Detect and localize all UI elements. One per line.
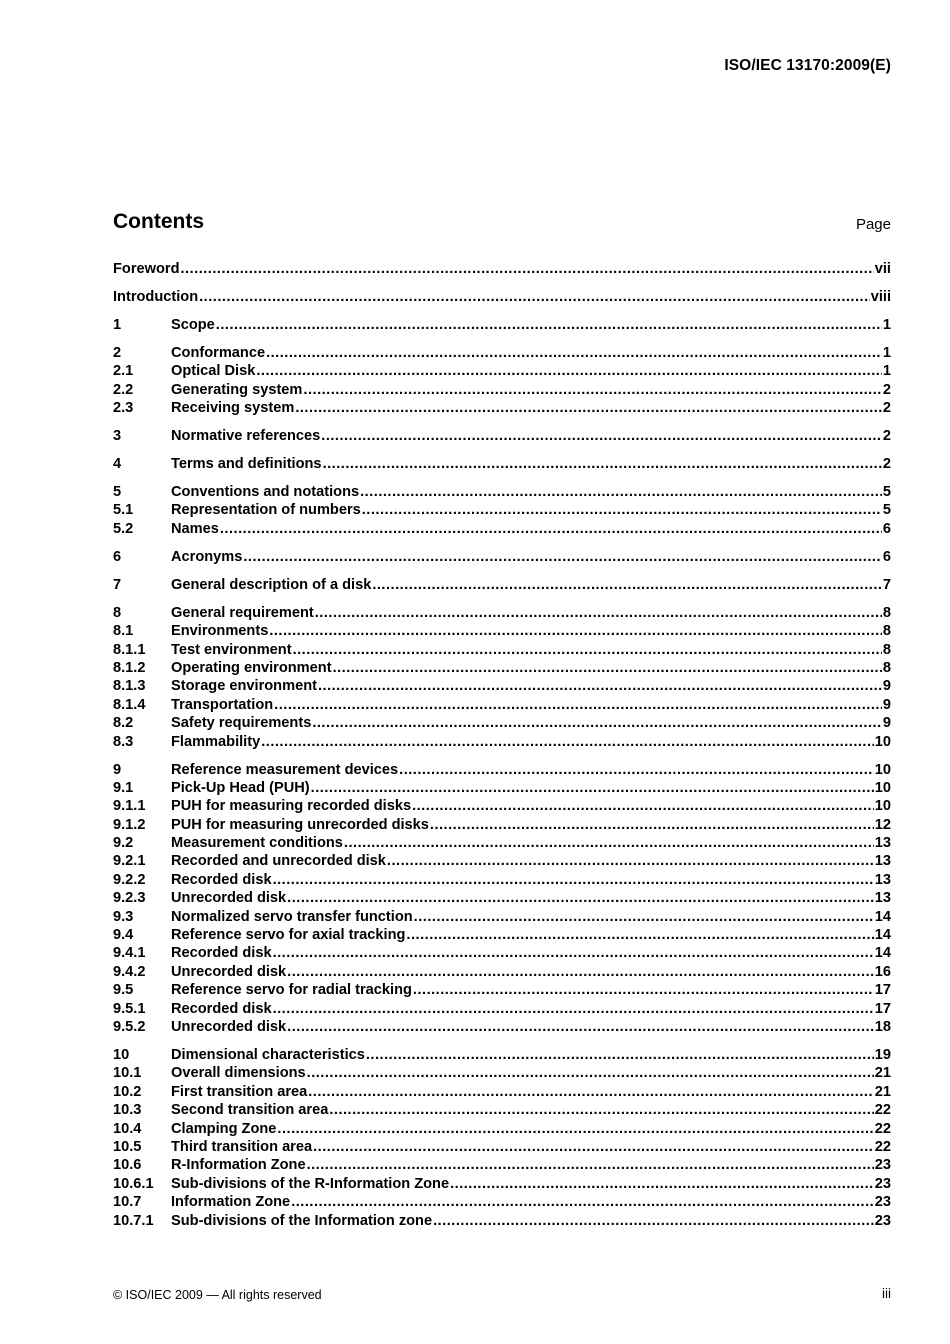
toc-entry[interactable] xyxy=(113,779,891,797)
toc-dot-leader xyxy=(414,908,874,926)
page-column-label: Page xyxy=(855,216,891,233)
toc-entry-title[interactable]: Sub-divisions of the R-Information Zone xyxy=(171,1175,450,1192)
toc-entry-number: 9.2.3 xyxy=(113,890,146,907)
toc-entry-title[interactable]: General requirement xyxy=(171,604,314,621)
toc-entry-page: 21 xyxy=(874,1065,891,1082)
toc-entry-number: 2.3 xyxy=(113,400,134,417)
toc-entry-number: 9.4 xyxy=(113,927,134,944)
table-of-contents xyxy=(113,260,891,1230)
toc-entry[interactable] xyxy=(113,288,891,306)
toc-entry-page: 8 xyxy=(882,604,891,621)
toc-entry[interactable] xyxy=(113,1046,891,1064)
toc-entry-title[interactable]: Safety requirements xyxy=(171,715,312,732)
toc-entry-title[interactable]: Conventions and notations xyxy=(171,484,360,501)
toc-entry-number: 10.6.1 xyxy=(113,1175,154,1192)
toc-entry[interactable] xyxy=(113,604,891,622)
toc-entry-title[interactable]: Acronyms xyxy=(171,548,243,565)
toc-entry-page: 5 xyxy=(882,502,891,519)
toc-dot-leader xyxy=(303,381,881,399)
toc-entry[interactable] xyxy=(113,852,891,870)
toc-dot-leader xyxy=(366,1046,874,1064)
toc-entry-number: 8.1.3 xyxy=(113,678,146,695)
toc-entry-page: 2 xyxy=(882,428,891,445)
toc-dot-leader xyxy=(243,548,882,566)
toc-entry-number: 10.6 xyxy=(113,1157,142,1174)
toc-dot-leader xyxy=(308,1083,874,1101)
toc-entry-title[interactable]: Test environment xyxy=(171,641,292,658)
toc-entry-number: 10.7.1 xyxy=(113,1212,154,1229)
toc-entry-title[interactable]: Conformance xyxy=(171,344,266,361)
toc-entry[interactable] xyxy=(113,316,891,334)
toc-entry-number: 10.1 xyxy=(113,1065,142,1082)
toc-entry-number: 9.1.1 xyxy=(113,798,146,815)
copyright-notice: © ISO/IEC 2009 — All rights reserved xyxy=(113,1288,322,1302)
toc-entry[interactable] xyxy=(113,362,891,380)
toc-entry-title[interactable]: Transportation xyxy=(171,696,274,713)
toc-entry[interactable] xyxy=(113,1138,891,1156)
toc-dot-leader xyxy=(413,981,874,999)
toc-dot-leader xyxy=(266,344,882,362)
toc-entry-page: viii xyxy=(870,288,891,305)
toc-entry-number: 8.1 xyxy=(113,623,134,640)
toc-entry-number: 10.7 xyxy=(113,1194,142,1211)
toc-entry-title[interactable]: Recorded disk xyxy=(171,1000,272,1017)
toc-entry-page: 8 xyxy=(882,641,891,658)
toc-dot-leader xyxy=(274,696,882,714)
toc-entry[interactable] xyxy=(113,761,891,779)
toc-entry-page: 1 xyxy=(882,344,891,361)
toc-entry-title[interactable]: Terms and definitions xyxy=(171,456,322,473)
toc-dot-leader xyxy=(312,714,882,732)
toc-entry[interactable] xyxy=(113,641,891,659)
toc-entry-number: 6 xyxy=(113,548,122,565)
toc-entry-page: 9 xyxy=(882,696,891,713)
toc-entry-number: 9.4.1 xyxy=(113,945,146,962)
toc-entry-number: 8.2 xyxy=(113,715,134,732)
page-number: iii xyxy=(882,1286,891,1301)
toc-entry[interactable] xyxy=(113,1083,891,1101)
toc-dot-leader xyxy=(360,483,882,501)
toc-dot-leader xyxy=(216,316,882,334)
toc-entry-page: 9 xyxy=(882,678,891,695)
toc-entry-title[interactable]: Representation of numbers xyxy=(171,502,361,519)
toc-entry-title[interactable]: Information Zone xyxy=(171,1194,291,1211)
toc-entry-title[interactable]: PUH for measuring recorded disks xyxy=(171,798,412,815)
toc-entry-number: 8.3 xyxy=(113,733,134,750)
toc-entry-page: 1 xyxy=(882,316,891,333)
toc-dot-leader xyxy=(412,797,874,815)
toc-dot-leader xyxy=(220,520,882,538)
toc-dot-leader xyxy=(273,944,874,962)
toc-entry-number: 2 xyxy=(113,344,122,361)
toc-entry-page: 16 xyxy=(874,963,891,980)
toc-entry-page: 9 xyxy=(882,715,891,732)
toc-entry[interactable] xyxy=(113,1156,891,1174)
toc-entry[interactable] xyxy=(113,696,891,714)
toc-entry-number: 2.2 xyxy=(113,381,134,398)
toc-entry[interactable] xyxy=(113,622,891,640)
toc-entry-number: 10.5 xyxy=(113,1138,142,1155)
toc-dot-leader xyxy=(273,1000,874,1018)
toc-entry[interactable] xyxy=(113,1018,891,1036)
toc-entry[interactable] xyxy=(113,834,891,852)
toc-entry-page: 14 xyxy=(874,927,891,944)
toc-entry-title[interactable]: Reference servo for radial tracking xyxy=(171,982,412,999)
toc-entry-number: 8 xyxy=(113,604,122,621)
toc-entry[interactable] xyxy=(113,520,891,538)
toc-dot-leader xyxy=(362,501,882,519)
toc-entry-title[interactable]: Flammability xyxy=(171,733,261,750)
toc-dot-leader xyxy=(199,288,870,306)
toc-entry-page: 14 xyxy=(874,945,891,962)
toc-dot-leader xyxy=(433,1212,874,1230)
toc-entry-page: 7 xyxy=(882,576,891,593)
toc-entry-number: 9.1.2 xyxy=(113,816,146,833)
toc-dot-leader xyxy=(273,871,874,889)
toc-entry[interactable] xyxy=(113,1000,891,1018)
toc-entry[interactable] xyxy=(113,733,891,751)
toc-entry[interactable] xyxy=(113,797,891,815)
toc-entry[interactable] xyxy=(113,1212,891,1230)
toc-entry-title[interactable]: Second transition area xyxy=(171,1102,329,1119)
toc-entry[interactable] xyxy=(113,1175,891,1193)
toc-entry[interactable] xyxy=(113,381,891,399)
toc-dot-leader xyxy=(315,604,882,622)
toc-entry-title[interactable]: Recorded and unrecorded disk xyxy=(171,853,386,870)
toc-entry[interactable] xyxy=(113,548,891,566)
toc-entry-title[interactable]: Unrecorded disk xyxy=(171,1019,287,1035)
toc-entry-title[interactable]: Third transition area xyxy=(171,1138,313,1155)
toc-entry-number: 10 xyxy=(113,1046,130,1063)
toc-entry[interactable] xyxy=(113,908,891,926)
toc-entry-title[interactable]: R-Information Zone xyxy=(171,1157,306,1174)
toc-dot-leader xyxy=(269,622,882,640)
toc-entry-page: 2 xyxy=(882,400,891,417)
toc-entry-number: 9.5.2 xyxy=(113,1019,146,1035)
toc-dot-leader xyxy=(372,576,882,594)
toc-dot-leader xyxy=(318,677,882,695)
toc-dot-leader xyxy=(430,816,874,834)
toc-entry-page: 10 xyxy=(874,761,891,778)
toc-entry-title[interactable]: Measurement conditions xyxy=(171,835,343,852)
toc-entry[interactable] xyxy=(113,926,891,944)
toc-entry-page: 17 xyxy=(874,982,891,999)
toc-entry-number: 2.1 xyxy=(113,363,134,380)
toc-entry-title[interactable]: Unrecorded disk xyxy=(171,963,287,980)
toc-entry-page: 14 xyxy=(874,908,891,925)
toc-dot-leader xyxy=(307,1064,874,1082)
toc-entry-title[interactable]: Operating environment xyxy=(171,659,332,676)
toc-entry-number: 5.1 xyxy=(113,502,134,519)
toc-entry-title[interactable]: Optical Disk xyxy=(171,363,256,380)
toc-entry-page: 8 xyxy=(882,659,891,676)
toc-entry-page: 21 xyxy=(874,1083,891,1100)
toc-entry-page: 23 xyxy=(874,1175,891,1192)
toc-entry-number: 4 xyxy=(113,456,122,473)
toc-entry[interactable] xyxy=(113,260,891,278)
toc-entry-number: 9.5.1 xyxy=(113,1000,146,1017)
toc-entry[interactable] xyxy=(113,677,891,695)
toc-dot-leader xyxy=(287,963,874,981)
toc-entry[interactable] xyxy=(113,816,891,834)
toc-entry-page: 10 xyxy=(874,733,891,750)
toc-entry-page: 23 xyxy=(874,1194,891,1211)
toc-dot-leader xyxy=(450,1175,874,1193)
toc-dot-leader xyxy=(287,889,874,907)
toc-entry-page: 10 xyxy=(874,779,891,796)
toc-entry-title[interactable]: Unrecorded disk xyxy=(171,890,287,907)
toc-entry-title[interactable]: Normative references xyxy=(171,428,321,445)
toc-entry-title[interactable]: Names xyxy=(171,520,219,537)
toc-dot-leader xyxy=(387,852,874,870)
toc-entry-title[interactable]: Reference servo for axial tracking xyxy=(171,927,406,944)
toc-entry-page: 23 xyxy=(874,1157,891,1174)
toc-dot-leader xyxy=(313,1138,874,1156)
toc-entry[interactable] xyxy=(113,944,891,962)
toc-entry-page: 13 xyxy=(874,835,891,852)
toc-entry-number: 10.2 xyxy=(113,1083,142,1100)
toc-entry-page: 13 xyxy=(874,890,891,907)
toc-entry-title[interactable]: Generating system xyxy=(171,381,303,398)
toc-entry-page: 6 xyxy=(882,520,891,537)
toc-entry-title[interactable]: PUH for measuring unrecorded disks xyxy=(171,816,429,833)
toc-entry-title[interactable]: Dimensional characteristics xyxy=(171,1046,365,1063)
toc-entry-title[interactable]: Foreword xyxy=(113,261,180,277)
toc-dot-leader xyxy=(311,779,874,797)
toc-entry-number: 7 xyxy=(113,576,122,593)
toc-entry-page: 1 xyxy=(882,363,891,380)
toc-entry-title[interactable]: Recorded disk xyxy=(171,945,272,962)
toc-entry-title[interactable]: Clamping Zone xyxy=(171,1120,277,1137)
toc-entry-title[interactable]: Scope xyxy=(171,316,215,333)
toc-entry-title[interactable]: General description of a disk xyxy=(171,576,372,593)
toc-entry[interactable] xyxy=(113,1101,891,1119)
toc-entry-page: 19 xyxy=(874,1046,891,1063)
toc-dot-leader xyxy=(291,1193,874,1211)
toc-entry[interactable] xyxy=(113,455,891,473)
toc-dot-leader xyxy=(333,659,882,677)
toc-dot-leader xyxy=(293,641,882,659)
toc-entry-number: 10.3 xyxy=(113,1102,142,1119)
toc-entry[interactable] xyxy=(113,714,891,732)
toc-entry-number: 9.3 xyxy=(113,908,134,925)
toc-entry[interactable] xyxy=(113,399,891,417)
toc-entry-title[interactable]: Introduction xyxy=(113,288,199,305)
toc-dot-leader xyxy=(295,399,882,417)
toc-entry-title[interactable]: Sub-divisions of the Information zone xyxy=(171,1212,433,1229)
toc-entry[interactable] xyxy=(113,1120,891,1138)
toc-entry[interactable] xyxy=(113,427,891,445)
document-id: ISO/IEC 13170:2009(E) xyxy=(724,57,891,74)
toc-entry[interactable] xyxy=(113,576,891,594)
toc-entry-title[interactable]: Environments xyxy=(171,623,269,640)
toc-entry-page: 2 xyxy=(882,456,891,473)
toc-entry[interactable] xyxy=(113,483,891,501)
toc-entry[interactable] xyxy=(113,501,891,519)
toc-entry-number: 3 xyxy=(113,428,122,445)
toc-entry-page: 22 xyxy=(874,1102,891,1119)
toc-entry[interactable] xyxy=(113,1193,891,1211)
toc-dot-leader xyxy=(180,260,873,278)
toc-entry-number: 8.1.2 xyxy=(113,659,146,676)
toc-entry-title[interactable]: Receiving system xyxy=(171,400,295,417)
toc-entry-number: 9.2.1 xyxy=(113,853,146,870)
toc-entry-page: 5 xyxy=(882,484,891,501)
toc-dot-leader xyxy=(261,733,874,751)
toc-entry-page: 22 xyxy=(874,1120,891,1137)
toc-entry-page: 17 xyxy=(874,1000,891,1017)
toc-entry-page: 12 xyxy=(874,816,891,833)
toc-dot-leader xyxy=(406,926,873,944)
toc-entry-number: 9.2.2 xyxy=(113,871,146,888)
toc-dot-leader xyxy=(344,834,874,852)
toc-entry[interactable] xyxy=(113,344,891,362)
toc-entry-number: 8.1.4 xyxy=(113,696,146,713)
toc-entry-number: 9.4.2 xyxy=(113,963,146,980)
toc-entry-page: 22 xyxy=(874,1138,891,1155)
toc-entry-number: 10.4 xyxy=(113,1120,142,1137)
page-title: Contents xyxy=(113,210,204,233)
toc-entry-page: 13 xyxy=(874,853,891,870)
toc-entry[interactable] xyxy=(113,659,891,677)
toc-dot-leader xyxy=(399,761,874,779)
toc-entry-number: 8.1.1 xyxy=(113,641,146,658)
toc-entry-title[interactable]: Pick-Up Head (PUH) xyxy=(171,779,310,796)
toc-entry-title[interactable]: Overall dimensions xyxy=(171,1065,306,1082)
toc-dot-leader xyxy=(323,455,882,473)
toc-dot-leader xyxy=(256,362,882,380)
toc-dot-leader xyxy=(287,1018,874,1036)
toc-entry[interactable] xyxy=(113,963,891,981)
toc-entry[interactable] xyxy=(113,871,891,889)
toc-dot-leader xyxy=(321,427,882,445)
toc-entry-page: 2 xyxy=(882,381,891,398)
toc-entry-page: 10 xyxy=(874,798,891,815)
toc-dot-leader xyxy=(329,1101,873,1119)
toc-entry-page: 13 xyxy=(874,871,891,888)
toc-entry-title[interactable]: Storage environment xyxy=(171,678,317,695)
toc-entry-number: 9 xyxy=(113,761,122,778)
toc-entry-page: 6 xyxy=(882,548,891,565)
toc-entry-title[interactable]: Recorded disk xyxy=(171,871,272,888)
toc-entry-number: 1 xyxy=(113,316,122,333)
toc-dot-leader xyxy=(307,1156,874,1174)
toc-entry-page: 8 xyxy=(882,623,891,640)
toc-dot-leader xyxy=(277,1120,873,1138)
toc-entry-number: 9.1 xyxy=(113,779,134,796)
toc-entry[interactable] xyxy=(113,981,891,999)
toc-entry[interactable] xyxy=(113,1064,891,1082)
toc-entry-title[interactable]: Normalized servo transfer function xyxy=(171,908,413,925)
toc-entry[interactable] xyxy=(113,889,891,907)
toc-entry-number: 9.2 xyxy=(113,835,134,852)
toc-entry-number: 5.2 xyxy=(113,520,134,537)
toc-entry-page: 18 xyxy=(874,1019,891,1035)
toc-entry-title[interactable]: First transition area xyxy=(171,1083,308,1100)
toc-entry-title[interactable]: Reference measurement devices xyxy=(171,761,399,778)
toc-entry-page: 23 xyxy=(874,1212,891,1229)
toc-entry-number: 5 xyxy=(113,484,122,501)
toc-entry-number: 9.5 xyxy=(113,982,134,999)
toc-entry-page: vii xyxy=(874,261,891,277)
